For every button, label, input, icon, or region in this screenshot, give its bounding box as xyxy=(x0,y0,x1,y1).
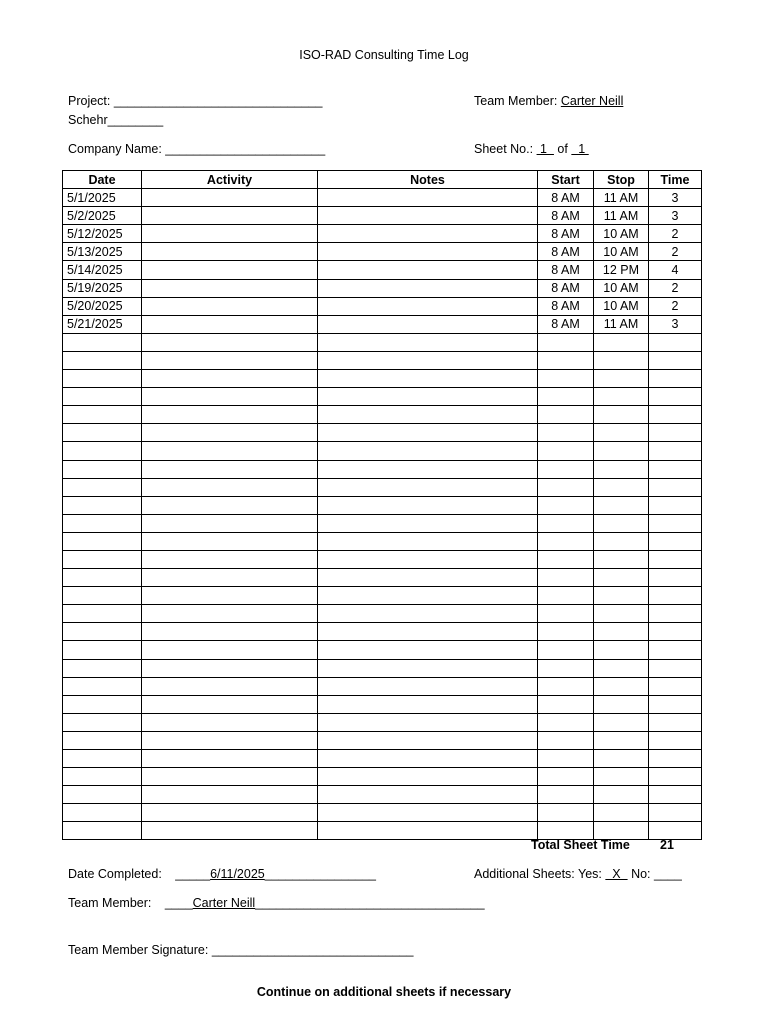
additional-sheets-no-label: No: xyxy=(631,867,651,881)
table-row xyxy=(63,424,702,442)
signature-label: Team Member Signature: xyxy=(68,943,209,957)
start-cell[interactable] xyxy=(538,786,594,804)
activity-cell[interactable] xyxy=(142,750,318,768)
time-cell[interactable] xyxy=(649,333,702,351)
stop-cell[interactable] xyxy=(594,388,649,406)
stop-cell[interactable] xyxy=(594,804,649,822)
stop-cell[interactable] xyxy=(594,677,649,695)
activity-cell[interactable] xyxy=(142,731,318,749)
stop-cell[interactable]: 10 AM xyxy=(594,279,649,297)
activity-cell[interactable] xyxy=(142,478,318,496)
team-member-footer-line-post: _________________________________ xyxy=(255,896,485,910)
table-row xyxy=(63,731,702,749)
activity-cell[interactable] xyxy=(142,333,318,351)
column-header-notes: Notes xyxy=(318,171,538,189)
time-cell[interactable]: 4 xyxy=(649,261,702,279)
date-cell[interactable] xyxy=(63,587,142,605)
start-cell[interactable]: 8 AM xyxy=(538,189,594,207)
table-row xyxy=(63,315,702,333)
stop-cell[interactable]: 10 AM xyxy=(594,225,649,243)
team-member-footer-field[interactable] xyxy=(68,896,485,910)
date-cell[interactable] xyxy=(63,786,142,804)
notes-cell[interactable] xyxy=(318,315,538,333)
activity-cell[interactable] xyxy=(142,460,318,478)
notes-cell[interactable] xyxy=(318,731,538,749)
activity-cell[interactable] xyxy=(142,388,318,406)
table-body xyxy=(63,189,702,840)
total-sheet-time-value: 21 xyxy=(660,838,674,852)
signature-field[interactable] xyxy=(68,943,413,957)
project-continuation: Schehr________ xyxy=(68,113,164,127)
date-cell[interactable]: 5/2/2025 xyxy=(63,207,142,225)
time-cell[interactable] xyxy=(649,731,702,749)
notes-cell[interactable] xyxy=(318,460,538,478)
table-row xyxy=(63,768,702,786)
time-cell[interactable] xyxy=(649,388,702,406)
time-cell[interactable] xyxy=(649,406,702,424)
notes-cell[interactable] xyxy=(318,279,538,297)
table-row xyxy=(63,750,702,768)
notes-cell[interactable] xyxy=(318,641,538,659)
notes-cell[interactable] xyxy=(318,424,538,442)
activity-cell[interactable] xyxy=(142,261,318,279)
time-cell[interactable] xyxy=(649,713,702,731)
team-member-footer-label: Team Member: xyxy=(68,896,152,910)
table-row xyxy=(63,623,702,641)
stop-cell[interactable] xyxy=(594,786,649,804)
table-row xyxy=(63,804,702,822)
start-cell[interactable] xyxy=(538,532,594,550)
time-cell[interactable] xyxy=(649,786,702,804)
date-cell[interactable] xyxy=(63,731,142,749)
notes-cell[interactable] xyxy=(318,406,538,424)
stop-cell[interactable] xyxy=(594,550,649,568)
activity-cell[interactable] xyxy=(142,623,318,641)
date-cell[interactable] xyxy=(63,442,142,460)
date-cell[interactable] xyxy=(63,532,142,550)
additional-sheets-yes-value[interactable]: X xyxy=(605,867,628,881)
start-cell[interactable] xyxy=(538,641,594,659)
date-cell[interactable] xyxy=(63,514,142,532)
form-title: ISO-RAD Consulting Time Log xyxy=(299,48,469,62)
date-completed-value: 6/11/2025 xyxy=(210,867,265,881)
start-cell[interactable] xyxy=(538,804,594,822)
sheet-number: 1 xyxy=(536,142,554,156)
time-cell[interactable] xyxy=(649,442,702,460)
date-cell[interactable] xyxy=(63,569,142,587)
start-cell[interactable] xyxy=(538,768,594,786)
start-cell[interactable] xyxy=(538,496,594,514)
date-cell[interactable] xyxy=(63,768,142,786)
notes-cell[interactable] xyxy=(318,388,538,406)
stop-cell[interactable] xyxy=(594,587,649,605)
stop-cell[interactable]: 11 AM xyxy=(594,207,649,225)
stop-cell[interactable] xyxy=(594,532,649,550)
time-cell[interactable] xyxy=(649,532,702,550)
stop-cell[interactable] xyxy=(594,496,649,514)
activity-cell[interactable] xyxy=(142,442,318,460)
time-cell[interactable] xyxy=(649,351,702,369)
start-cell[interactable]: 8 AM xyxy=(538,315,594,333)
start-cell[interactable] xyxy=(538,587,594,605)
sheet-total: 1 xyxy=(571,142,589,156)
total-sheet-time-label: Total Sheet Time xyxy=(531,838,630,852)
additional-sheets-field[interactable] xyxy=(474,867,682,881)
activity-cell[interactable] xyxy=(142,315,318,333)
start-cell[interactable]: 8 AM xyxy=(538,243,594,261)
table-row xyxy=(63,532,702,550)
stop-cell[interactable] xyxy=(594,641,649,659)
notes-cell[interactable] xyxy=(318,496,538,514)
time-cell[interactable] xyxy=(649,496,702,514)
date-cell[interactable] xyxy=(63,406,142,424)
stop-cell[interactable] xyxy=(594,713,649,731)
time-cell[interactable] xyxy=(649,460,702,478)
start-cell[interactable] xyxy=(538,750,594,768)
table-row xyxy=(63,406,702,424)
activity-cell[interactable] xyxy=(142,605,318,623)
table-row xyxy=(63,569,702,587)
time-cell[interactable] xyxy=(649,641,702,659)
table-header-row xyxy=(63,171,702,189)
stop-cell[interactable] xyxy=(594,460,649,478)
notes-cell[interactable] xyxy=(318,550,538,568)
time-cell[interactable]: 3 xyxy=(649,207,702,225)
stop-cell[interactable]: 12 PM xyxy=(594,261,649,279)
column-header-activity: Activity xyxy=(142,171,318,189)
notes-cell[interactable] xyxy=(318,768,538,786)
date-cell[interactable] xyxy=(63,822,142,840)
notes-cell[interactable] xyxy=(318,514,538,532)
stop-cell[interactable] xyxy=(594,569,649,587)
sheet-number-field[interactable] xyxy=(474,142,589,156)
project-line: ______________________________ xyxy=(113,94,323,108)
date-cell[interactable] xyxy=(63,460,142,478)
start-cell[interactable]: 8 AM xyxy=(538,261,594,279)
activity-cell[interactable] xyxy=(142,659,318,677)
activity-cell[interactable] xyxy=(142,532,318,550)
notes-cell[interactable] xyxy=(318,442,538,460)
table-row xyxy=(63,641,702,659)
notes-cell[interactable] xyxy=(318,297,538,315)
start-cell[interactable] xyxy=(538,514,594,532)
notes-cell[interactable] xyxy=(318,695,538,713)
start-cell[interactable] xyxy=(538,623,594,641)
stop-cell[interactable] xyxy=(594,768,649,786)
stop-cell[interactable] xyxy=(594,351,649,369)
stop-cell[interactable]: 11 AM xyxy=(594,315,649,333)
date-cell[interactable] xyxy=(63,496,142,514)
date-cell[interactable] xyxy=(63,351,142,369)
start-cell[interactable] xyxy=(538,478,594,496)
time-log-table xyxy=(62,170,702,840)
activity-cell[interactable] xyxy=(142,279,318,297)
stop-cell[interactable] xyxy=(594,442,649,460)
stop-cell[interactable] xyxy=(594,605,649,623)
stop-cell[interactable] xyxy=(594,750,649,768)
table-row xyxy=(63,225,702,243)
table-row xyxy=(63,695,702,713)
activity-cell[interactable] xyxy=(142,768,318,786)
start-cell[interactable] xyxy=(538,442,594,460)
activity-cell[interactable] xyxy=(142,424,318,442)
stop-cell[interactable] xyxy=(594,659,649,677)
table-row xyxy=(63,786,702,804)
activity-cell[interactable] xyxy=(142,297,318,315)
date-cell[interactable] xyxy=(63,333,142,351)
activity-cell[interactable] xyxy=(142,822,318,840)
date-completed-label: Date Completed: xyxy=(68,867,162,881)
start-cell[interactable]: 8 AM xyxy=(538,279,594,297)
date-completed-field[interactable] xyxy=(68,867,376,881)
start-cell[interactable] xyxy=(538,460,594,478)
start-cell[interactable] xyxy=(538,569,594,587)
table-row xyxy=(63,351,702,369)
date-cell[interactable] xyxy=(63,623,142,641)
date-cell[interactable] xyxy=(63,677,142,695)
notes-cell[interactable] xyxy=(318,243,538,261)
time-cell[interactable] xyxy=(649,514,702,532)
activity-cell[interactable] xyxy=(142,804,318,822)
start-cell[interactable] xyxy=(538,695,594,713)
table-row xyxy=(63,478,702,496)
table-row xyxy=(63,243,702,261)
team-member-header-field[interactable] xyxy=(474,94,623,108)
date-cell[interactable]: 5/13/2025 xyxy=(63,243,142,261)
additional-sheets-no-line[interactable]: ____ xyxy=(654,867,682,881)
notes-cell[interactable] xyxy=(318,822,538,840)
start-cell[interactable]: 8 AM xyxy=(538,297,594,315)
time-cell[interactable] xyxy=(649,370,702,388)
time-cell[interactable]: 3 xyxy=(649,189,702,207)
time-cell[interactable] xyxy=(649,623,702,641)
activity-cell[interactable] xyxy=(142,641,318,659)
team-member-value: Carter Neill xyxy=(560,94,624,108)
notes-cell[interactable] xyxy=(318,532,538,550)
table-row xyxy=(63,496,702,514)
start-cell[interactable] xyxy=(538,351,594,369)
time-cell[interactable] xyxy=(649,695,702,713)
date-cell[interactable] xyxy=(63,750,142,768)
notes-cell[interactable] xyxy=(318,370,538,388)
time-cell[interactable]: 2 xyxy=(649,225,702,243)
date-cell[interactable]: 5/1/2025 xyxy=(63,189,142,207)
activity-cell[interactable] xyxy=(142,207,318,225)
stop-cell[interactable] xyxy=(594,731,649,749)
table-row xyxy=(63,297,702,315)
date-completed-line-post: ________________ xyxy=(264,867,376,881)
time-cell[interactable]: 2 xyxy=(649,297,702,315)
start-cell[interactable]: 8 AM xyxy=(538,225,594,243)
project-field[interactable] xyxy=(68,94,322,108)
column-header-date: Date xyxy=(63,171,142,189)
notes-cell[interactable] xyxy=(318,478,538,496)
notes-cell[interactable] xyxy=(318,189,538,207)
stop-cell[interactable] xyxy=(594,514,649,532)
time-cell[interactable] xyxy=(649,569,702,587)
activity-cell[interactable] xyxy=(142,695,318,713)
date-cell[interactable] xyxy=(63,424,142,442)
date-cell[interactable] xyxy=(63,713,142,731)
time-cell[interactable] xyxy=(649,822,702,840)
date-cell[interactable] xyxy=(63,804,142,822)
sheet-label: Sheet No.: xyxy=(474,142,534,156)
time-cell[interactable] xyxy=(649,804,702,822)
start-cell[interactable] xyxy=(538,388,594,406)
stop-cell[interactable] xyxy=(594,478,649,496)
notes-cell[interactable] xyxy=(318,587,538,605)
team-member-footer-line-pre: ____ xyxy=(164,896,193,910)
time-cell[interactable] xyxy=(649,587,702,605)
activity-cell[interactable] xyxy=(142,569,318,587)
company-label: Company Name: xyxy=(68,142,162,156)
time-cell[interactable] xyxy=(649,750,702,768)
continue-note: Continue on additional sheets if necessary xyxy=(256,985,512,999)
activity-cell[interactable] xyxy=(142,243,318,261)
activity-cell[interactable] xyxy=(142,587,318,605)
stop-cell[interactable] xyxy=(594,424,649,442)
team-member-label: Team Member: xyxy=(474,94,558,108)
activity-cell[interactable] xyxy=(142,786,318,804)
date-cell[interactable]: 5/21/2025 xyxy=(63,315,142,333)
activity-cell[interactable] xyxy=(142,189,318,207)
table-row xyxy=(63,370,702,388)
table-row xyxy=(63,388,702,406)
start-cell[interactable] xyxy=(538,370,594,388)
start-cell[interactable] xyxy=(538,406,594,424)
table-row xyxy=(63,189,702,207)
table-row xyxy=(63,261,702,279)
column-header-time: Time xyxy=(649,171,702,189)
notes-cell[interactable] xyxy=(318,605,538,623)
stop-cell[interactable]: 11 AM xyxy=(594,189,649,207)
additional-sheets-label: Additional Sheets: Yes: xyxy=(474,867,602,881)
date-cell[interactable]: 5/20/2025 xyxy=(63,297,142,315)
table-row xyxy=(63,514,702,532)
activity-cell[interactable] xyxy=(142,406,318,424)
notes-cell[interactable] xyxy=(318,804,538,822)
date-cell[interactable]: 5/14/2025 xyxy=(63,261,142,279)
time-cell[interactable] xyxy=(649,478,702,496)
stop-cell[interactable]: 10 AM xyxy=(594,297,649,315)
table-row xyxy=(63,659,702,677)
date-cell[interactable] xyxy=(63,641,142,659)
stop-cell[interactable] xyxy=(594,333,649,351)
column-header-stop: Stop xyxy=(594,171,649,189)
start-cell[interactable] xyxy=(538,424,594,442)
table-row xyxy=(63,460,702,478)
date-cell[interactable] xyxy=(63,659,142,677)
table-row xyxy=(63,587,702,605)
table-row xyxy=(63,333,702,351)
activity-cell[interactable] xyxy=(142,225,318,243)
activity-cell[interactable] xyxy=(142,677,318,695)
company-line: _______________________ xyxy=(165,142,326,156)
time-cell[interactable]: 3 xyxy=(649,315,702,333)
stop-cell[interactable] xyxy=(594,623,649,641)
date-cell[interactable] xyxy=(63,550,142,568)
stop-cell[interactable] xyxy=(594,370,649,388)
time-cell[interactable] xyxy=(649,659,702,677)
sheet-of: of xyxy=(557,142,568,156)
time-cell[interactable] xyxy=(649,424,702,442)
notes-cell[interactable] xyxy=(318,225,538,243)
team-member-footer-value: Carter Neill xyxy=(192,896,256,910)
table-row xyxy=(63,713,702,731)
notes-cell[interactable] xyxy=(318,786,538,804)
date-completed-line-pre: _____ xyxy=(175,867,211,881)
notes-cell[interactable] xyxy=(318,351,538,369)
notes-cell[interactable] xyxy=(318,750,538,768)
start-cell[interactable] xyxy=(538,333,594,351)
project-label: Project: xyxy=(68,94,111,108)
notes-cell[interactable] xyxy=(318,623,538,641)
activity-cell[interactable] xyxy=(142,370,318,388)
date-cell[interactable] xyxy=(63,695,142,713)
date-cell[interactable]: 5/19/2025 xyxy=(63,279,142,297)
notes-cell[interactable] xyxy=(318,569,538,587)
activity-cell[interactable] xyxy=(142,514,318,532)
notes-cell[interactable] xyxy=(318,677,538,695)
time-cell[interactable] xyxy=(649,605,702,623)
stop-cell[interactable] xyxy=(594,406,649,424)
table-row xyxy=(63,279,702,297)
signature-line: _____________________________ xyxy=(211,943,414,957)
time-cell[interactable] xyxy=(649,550,702,568)
company-name-field[interactable] xyxy=(68,142,325,156)
time-cell[interactable]: 2 xyxy=(649,279,702,297)
start-cell[interactable] xyxy=(538,713,594,731)
time-cell[interactable]: 2 xyxy=(649,243,702,261)
notes-cell[interactable] xyxy=(318,333,538,351)
table-row xyxy=(63,207,702,225)
date-cell[interactable] xyxy=(63,388,142,406)
table-row xyxy=(63,677,702,695)
date-cell[interactable] xyxy=(63,605,142,623)
time-cell[interactable] xyxy=(649,677,702,695)
start-cell[interactable] xyxy=(538,677,594,695)
notes-cell[interactable] xyxy=(318,713,538,731)
notes-cell[interactable] xyxy=(318,261,538,279)
activity-cell[interactable] xyxy=(142,550,318,568)
table-row xyxy=(63,605,702,623)
activity-cell[interactable] xyxy=(142,496,318,514)
date-cell[interactable] xyxy=(63,370,142,388)
stop-cell[interactable] xyxy=(594,695,649,713)
notes-cell[interactable] xyxy=(318,659,538,677)
start-cell[interactable] xyxy=(538,550,594,568)
start-cell[interactable] xyxy=(538,731,594,749)
start-cell[interactable] xyxy=(538,659,594,677)
start-cell[interactable] xyxy=(538,605,594,623)
table-row xyxy=(63,550,702,568)
start-cell[interactable]: 8 AM xyxy=(538,207,594,225)
activity-cell[interactable] xyxy=(142,713,318,731)
date-cell[interactable] xyxy=(63,478,142,496)
activity-cell[interactable] xyxy=(142,351,318,369)
stop-cell[interactable]: 10 AM xyxy=(594,243,649,261)
table-row xyxy=(63,442,702,460)
notes-cell[interactable] xyxy=(318,207,538,225)
date-cell[interactable]: 5/12/2025 xyxy=(63,225,142,243)
time-cell[interactable] xyxy=(649,768,702,786)
column-header-start: Start xyxy=(538,171,594,189)
